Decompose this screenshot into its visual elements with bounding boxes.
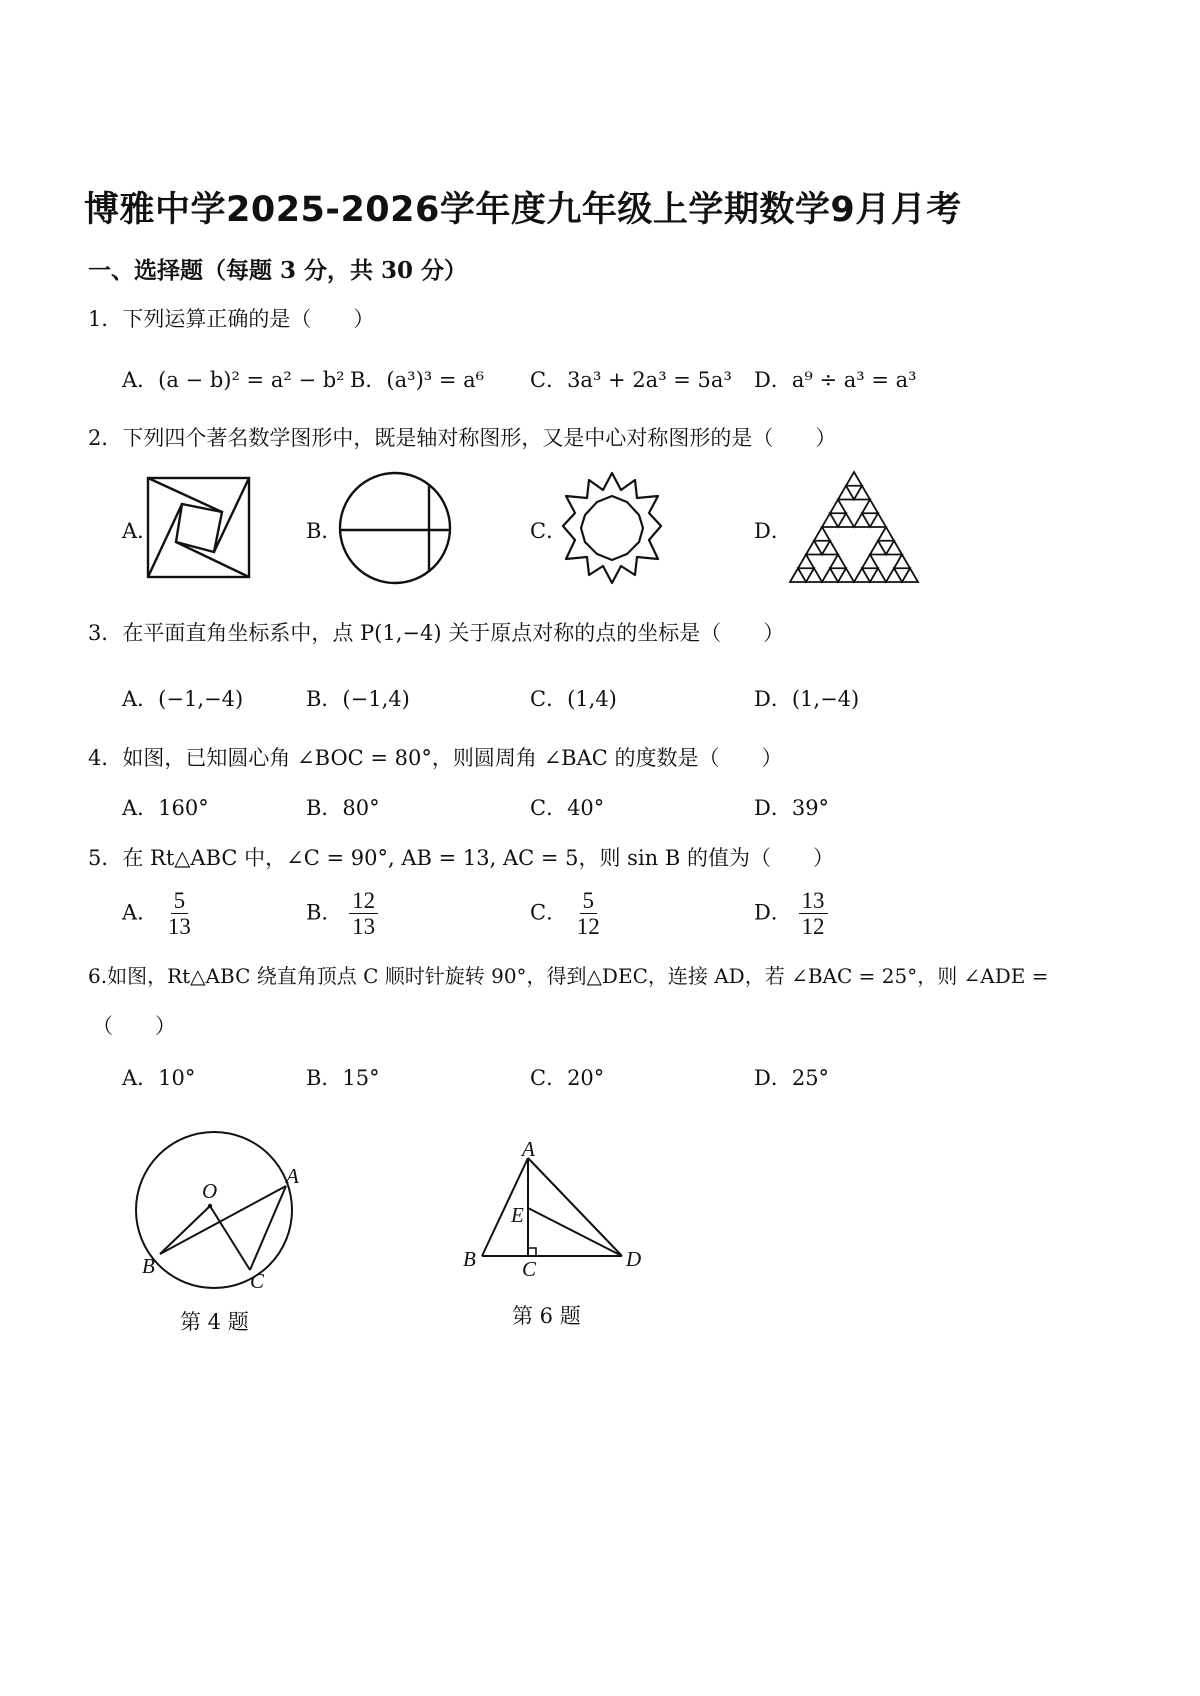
- fig4-label-b: B: [142, 1254, 155, 1278]
- fig6-label-c: C: [522, 1257, 537, 1280]
- question-4-stem: 4．如图，已知圆心角 ∠BOC = 80°，则圆周角 ∠BAC 的度数是（ ）: [88, 746, 783, 770]
- question-1-stem: 1．下列运算正确的是（ ）: [88, 307, 375, 331]
- fig4-label-c: C: [250, 1269, 265, 1293]
- q5-option-a: [122, 888, 194, 940]
- q2-option-a-label: A．: [122, 519, 159, 543]
- q5-option-b: [306, 888, 378, 940]
- fraction-numerator: 13: [799, 888, 828, 914]
- q3-option-a: A．(−1,−4): [122, 687, 244, 711]
- q4-option-b: B．80°: [306, 796, 380, 820]
- q5-option-c: [530, 888, 603, 940]
- q2-figure-c-snowflake: [557, 470, 667, 586]
- fig4-label-o: O: [202, 1179, 218, 1203]
- q5-option-a-fraction: [165, 888, 194, 940]
- q5-option-d-label: D．: [754, 900, 792, 925]
- q5-option-b-label: B．: [306, 900, 343, 925]
- q1-option-d: D．a⁹ ÷ a³ = a³: [754, 368, 917, 392]
- exam-title: 博雅中学2025-2026学年度九年级上学期数学9月月考: [84, 190, 962, 230]
- q5-option-a-label: A．: [122, 900, 159, 925]
- fraction-numerator: 5: [171, 888, 189, 914]
- q6-option-d: D．25°: [754, 1066, 830, 1090]
- q3-option-b: B．(−1,4): [306, 687, 410, 711]
- figure-q4-circle: [120, 1128, 320, 1298]
- question-2-stem: 2．下列四个著名数学图形中，既是轴对称图形，又是中心对称图形的是（ ）: [88, 426, 837, 450]
- q1-option-b: B．(a³)³ = a⁶: [350, 368, 485, 392]
- q3-option-d: D．(1,−4): [754, 687, 860, 711]
- figure-q6-caption: 第 6 题: [512, 1304, 581, 1328]
- q3-option-c: C．(1,4): [530, 687, 617, 711]
- q4-option-c: C．40°: [530, 796, 605, 820]
- q6-option-c: C．20°: [530, 1066, 605, 1090]
- fraction-denominator: 13: [167, 914, 191, 940]
- q2-option-c-label: C．: [530, 519, 568, 543]
- figure-q4-caption: 第 4 题: [180, 1310, 249, 1334]
- fig6-label-e: E: [511, 1203, 524, 1227]
- q4-option-a: A．160°: [122, 796, 209, 820]
- q5-option-d: [754, 888, 828, 940]
- q1-option-a: A．(a − b)² = a² − b²: [122, 368, 345, 392]
- q6-option-b: B．15°: [306, 1066, 380, 1090]
- fraction-denominator: 13: [352, 914, 376, 940]
- q5-option-c-label: C．: [530, 900, 568, 925]
- question-6-answer-paren: （ ）: [92, 1014, 176, 1038]
- fig6-label-b: B: [463, 1247, 476, 1271]
- q5-option-c-fraction: [574, 888, 603, 940]
- q5-option-d-fraction: [799, 888, 828, 940]
- q2-figure-a-pinwheel-square: [146, 476, 252, 580]
- fraction-numerator: 5: [580, 888, 598, 914]
- q2-option-d-label: D．: [754, 519, 792, 543]
- fig6-label-a: A: [522, 1140, 535, 1161]
- fraction-denominator: 12: [576, 914, 600, 940]
- fig6-label-d: D: [626, 1247, 642, 1271]
- q2-figure-d-sierpinski: [788, 470, 920, 584]
- q2-figure-b-circle: [336, 470, 454, 586]
- question-3-stem: 3．在平面直角坐标系中，点 P(1,−4) 关于原点对称的点的坐标是（ ）: [88, 621, 785, 645]
- q6-option-a: A．10°: [122, 1066, 196, 1090]
- fraction-numerator: 12: [349, 888, 378, 914]
- q1-option-c: C．3a³ + 2a³ = 5a³: [530, 368, 732, 392]
- question-5-stem: 5．在 Rt△ABC 中，∠C = 90°, AB = 13, AC = 5，则 sin B 的值为（ ）: [88, 846, 834, 870]
- q4-option-d: D．39°: [754, 796, 830, 820]
- q2-option-b-label: B．: [306, 519, 343, 543]
- section-heading: 一、选择题（每题 3 分，共 30 分）: [88, 257, 468, 284]
- question-6-stem: 6.如图，Rt△ABC 绕直角顶点 C 顺时针旋转 90°，得到△DEC，连接 AD，若 ∠BAC = 25°，则 ∠ADE =: [88, 964, 1049, 988]
- q5-option-b-fraction: [349, 888, 378, 940]
- fraction-denominator: 12: [801, 914, 825, 940]
- fig4-label-a: A: [286, 1164, 299, 1188]
- figure-q6-triangles: [460, 1140, 660, 1280]
